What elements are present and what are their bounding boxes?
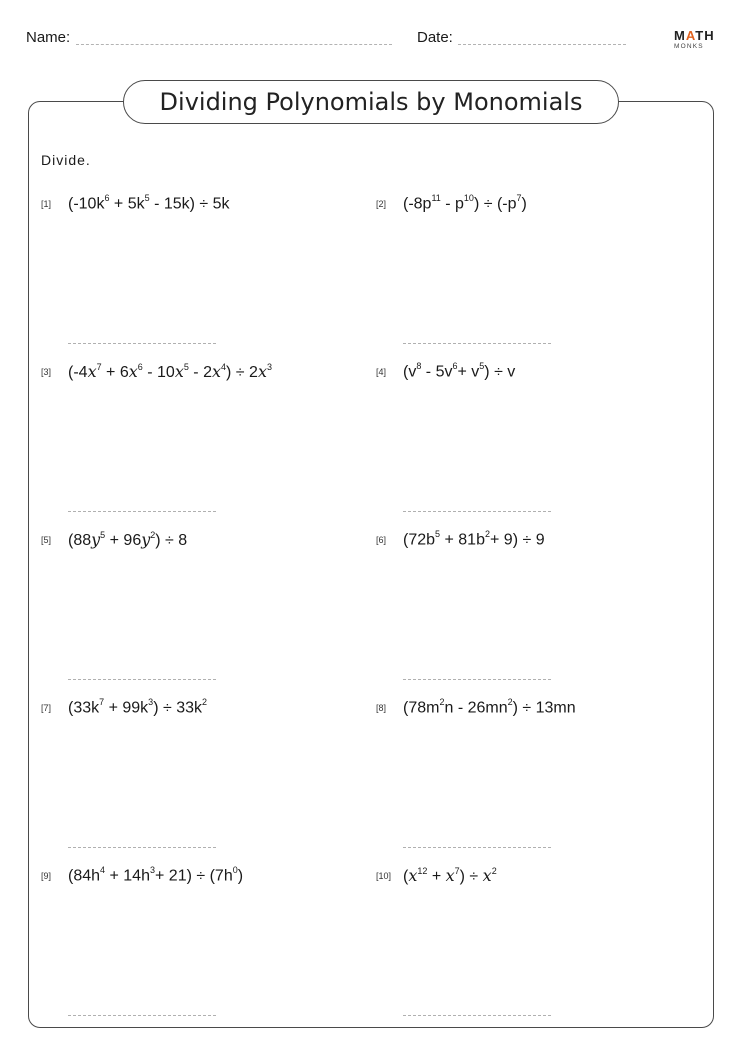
date-label: Date: — [417, 29, 453, 46]
exponent: 10 — [463, 193, 474, 203]
page-title: Dividing Polynomials by Monomials — [159, 88, 583, 116]
exponent: 5 — [144, 193, 150, 203]
problem-number: [2] — [376, 199, 387, 209]
term-text: + 5k — [109, 195, 145, 213]
exponent: 3 — [149, 865, 155, 875]
term-text: ) — [521, 195, 527, 213]
variable: y — [141, 530, 151, 549]
exponent: 5 — [183, 361, 189, 372]
term-text: (v — [403, 363, 417, 381]
term-text: - 10 — [142, 364, 175, 381]
answer-line[interactable] — [68, 343, 216, 344]
answer-line[interactable] — [68, 511, 216, 512]
problem-expression — [68, 362, 272, 382]
term-text: ) ÷ 33k — [153, 699, 202, 717]
exponent: 6 — [137, 361, 143, 372]
term-text: + 99k — [104, 699, 149, 717]
answer-line[interactable] — [403, 511, 551, 512]
logo-accent-a: A — [685, 28, 696, 43]
exponent: 5 — [435, 529, 441, 539]
term-text: ) ÷ — [459, 868, 483, 885]
exponent: 11 — [431, 193, 441, 203]
problem-number: [10] — [376, 871, 392, 881]
exponent: 7 — [99, 697, 105, 707]
answer-line[interactable] — [403, 1015, 551, 1016]
term-text: + 9) ÷ 9 — [490, 531, 545, 549]
title-banner — [123, 80, 619, 124]
term-text: ) ÷ 13mn — [512, 699, 576, 717]
name-label: Name: — [26, 29, 71, 46]
variable: x — [408, 866, 418, 885]
date-field[interactable] — [458, 44, 626, 45]
exponent: 12 — [417, 865, 428, 876]
answer-line[interactable] — [403, 343, 551, 344]
problem-expression — [403, 866, 497, 886]
exponent: 2 — [491, 865, 497, 876]
variable: x — [128, 362, 138, 381]
term-text: ) ÷ (-p — [473, 195, 517, 213]
problem-number: [1] — [41, 199, 52, 209]
term-text: ) ÷ 8 — [155, 532, 188, 549]
term-text: n - 26mn — [444, 699, 508, 717]
logo-subtext: MONKS — [674, 43, 704, 50]
variable: x — [174, 362, 184, 381]
problem-expression — [68, 530, 187, 550]
exponent: 2 — [507, 697, 513, 707]
exponent: 4 — [221, 361, 227, 372]
exponent: 2 — [439, 697, 445, 707]
term-text: - 5v — [421, 363, 453, 381]
exponent: 6 — [452, 361, 458, 371]
variable: x — [257, 362, 267, 381]
term-text: + — [427, 868, 446, 885]
term-text: - 2 — [188, 364, 212, 381]
term-text: - 15k) ÷ 5k — [149, 195, 230, 213]
term-text: (72b — [403, 531, 436, 549]
instruction-text: Divide. — [41, 152, 91, 168]
problem-expression — [68, 698, 207, 717]
exponent: 3 — [148, 697, 154, 707]
answer-line[interactable] — [68, 847, 216, 848]
variable: x — [211, 362, 222, 381]
math-monks-logo — [674, 28, 718, 50]
term-text: (33k — [68, 699, 100, 717]
problem-expression — [68, 866, 243, 885]
problem-number: [4] — [376, 367, 387, 377]
exponent: 5 — [100, 529, 106, 540]
problem-expression — [403, 698, 576, 717]
exponent: 2 — [150, 529, 156, 540]
exponent: 6 — [104, 193, 110, 203]
problem-number: [7] — [41, 703, 52, 713]
problem-number: [6] — [376, 535, 387, 545]
exponent: 3 — [266, 361, 272, 372]
term-text: ) ÷ 2 — [226, 364, 258, 381]
worksheet-frame — [28, 101, 714, 1028]
term-text: + 81b — [440, 531, 485, 549]
variable: y — [91, 530, 101, 549]
exponent: 7 — [454, 865, 460, 876]
term-text: ) ÷ v — [484, 363, 516, 381]
exponent: 7 — [96, 361, 102, 372]
term-text: + 14h — [105, 867, 150, 885]
term-text: ( — [403, 868, 409, 885]
exponent: 5 — [479, 361, 485, 371]
problem-number: [3] — [41, 367, 52, 377]
term-text: + 6 — [101, 364, 129, 381]
exponent: 2 — [484, 529, 490, 539]
exponent: 2 — [201, 697, 207, 707]
term-text: (84h — [68, 867, 101, 885]
term-text: - p — [440, 195, 464, 213]
term-text: + v — [457, 363, 480, 381]
variable: x — [445, 866, 455, 885]
variable: x — [482, 866, 492, 885]
term-text: ) — [237, 867, 244, 885]
name-field[interactable] — [76, 44, 392, 45]
problem-expression — [403, 194, 527, 213]
term-text: (78m — [403, 699, 440, 717]
exponent: 0 — [232, 865, 238, 875]
variable: x — [87, 362, 97, 381]
answer-line[interactable] — [68, 679, 216, 680]
problem-expression — [403, 530, 545, 549]
answer-line[interactable] — [68, 1015, 216, 1016]
term-text: (-4 — [68, 364, 88, 381]
problem-expression — [403, 362, 515, 381]
problem-number: [8] — [376, 703, 387, 713]
answer-line[interactable] — [403, 679, 551, 680]
problem-number: [5] — [41, 535, 52, 545]
problem-number: [9] — [41, 871, 52, 881]
logo-wordmark: MATH — [674, 28, 715, 43]
exponent: 8 — [416, 361, 422, 371]
term-text: (-8p — [403, 195, 432, 213]
term-text: + 96 — [105, 532, 142, 549]
answer-line[interactable] — [403, 847, 551, 848]
exponent: 4 — [100, 865, 106, 875]
term-text: (-10k — [68, 195, 105, 213]
exponent: 7 — [516, 193, 522, 203]
term-text: (88 — [68, 532, 92, 549]
term-text: + 21) ÷ (7h — [155, 867, 233, 885]
problem-expression — [68, 194, 230, 213]
